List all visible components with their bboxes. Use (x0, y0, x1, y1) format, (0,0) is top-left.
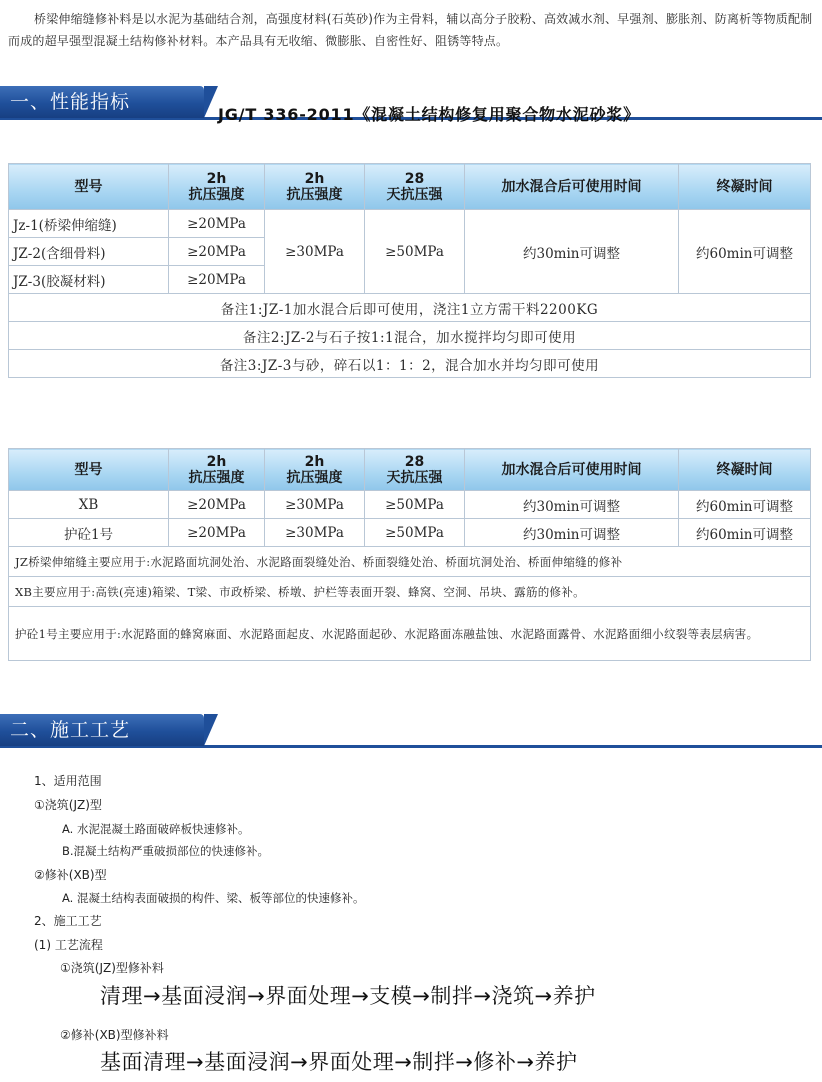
table-row (9, 491, 811, 519)
header-model: 型号 (9, 164, 169, 210)
table-note: 备注3:JZ-3与砂，碎石以1：1：2，混合加水并均匀即可使用 (9, 350, 811, 378)
table-cell-model: JZ-2(含细骨料) (9, 238, 169, 266)
intro-paragraph: 桥梁伸缩缝修补料是以水泥为基础结合剂，高强度材料(石英砂)作为主骨料，辅以高分子胶粉、高效减水剂、早强剂、膨胀剂、防离析等物质配制而成的超早强型混凝土结构修补材料。本产品具有无收缩、微膨胀、自密性好、阻锈等特点。 (8, 12, 813, 48)
jz-item-b: B.混凝土结构严重破损部位的快速修补。 (62, 844, 270, 858)
xb-flow-steps: 基面清理→基面浸润→界面处理→制拌→修补→养护 (100, 1050, 578, 1074)
header-28d-strength: 28 天抗压强 (365, 164, 465, 210)
table-cell: XB (9, 491, 169, 519)
xb-flow-heading: ②修补(XB)型修补料 (60, 1028, 169, 1042)
header-usable-time: 加水混合后可使用时间 (465, 164, 679, 210)
flow-heading: (1) 工艺流程 (34, 938, 103, 952)
table-cell-strength: ≥20MPa (169, 266, 265, 294)
table-cell-shared-28d: ≥50MPa (365, 210, 465, 294)
table-cell-strength: ≥20MPa (169, 238, 265, 266)
performance-table-1 (8, 163, 811, 378)
process-heading: 2、施工工艺 (34, 914, 102, 928)
jz-item-a: A. 水泥混凝土路面破碎板快速修补。 (62, 822, 250, 836)
table-cell: 约30min可调整 (465, 519, 679, 547)
table-cell: ≥50MPa (365, 519, 465, 547)
header-2h-strength-a: 2h 抗压强度 (169, 449, 265, 491)
scope-heading: 1、适用范围 (34, 774, 102, 788)
header-2h-strength-a: 2h 抗压强度 (169, 164, 265, 210)
application-note: 护砼1号主要应用于:水泥路面的蜂窝麻面、水泥路面起皮、水泥路面起砂、水泥路面冻融盐蚀、水泥路面露骨、水泥路面细小纹裂等表层病害。 (9, 607, 811, 661)
application-note: XB主要应用于:高铁(亮速)箱梁、T梁、市政桥梁、桥墩、护栏等表面开裂、蜂窝、空洞、吊块、露筋的修补。 (9, 577, 811, 607)
table-cell: ≥30MPa (265, 491, 365, 519)
table-cell: ≥30MPa (265, 519, 365, 547)
header-28d-strength: 28 天抗压强 (365, 449, 465, 491)
table-cell-strength: ≥20MPa (169, 210, 265, 238)
table-cell-shared-usable: 约30min可调整 (465, 210, 679, 294)
table-cell: 护砼1号 (9, 519, 169, 547)
header-2h-strength-b: 2h 抗压强度 (265, 164, 365, 210)
table-row (9, 519, 811, 547)
table-cell: ≥20MPa (169, 491, 265, 519)
table-cell-model: JZ-3(胶凝材料) (9, 266, 169, 294)
table-cell-shared-final: 约60min可调整 (679, 210, 811, 294)
table-note: 备注1:JZ-1加水混合后即可使用，浇注1立方需干料2200KG (9, 294, 811, 322)
xb-type-heading: ②修补(XB)型 (34, 868, 107, 882)
table-cell: 约30min可调整 (465, 491, 679, 519)
jz-type-heading: ①浇筑(JZ)型 (34, 798, 102, 812)
header-2h-strength-b: 2h 抗压强度 (265, 449, 365, 491)
table-cell: ≥20MPa (169, 519, 265, 547)
standard-title: JG/T 336-2011《混凝土结构修复用聚合物水泥砂浆》 (218, 105, 640, 124)
table-cell: 约60min可调整 (679, 491, 811, 519)
table-cell: 约60min可调整 (679, 519, 811, 547)
performance-table-2 (8, 448, 811, 661)
section-1-title: 一、性能指标 (0, 86, 204, 118)
header-usable-time: 加水混合后可使用时间 (465, 449, 679, 491)
application-note: JZ桥梁伸缩缝主要应用于:水泥路面坑洞处治、水泥路面裂缝处治、桥面裂缝处治、桥面坑洞处治、桥面伸缩缝的修补 (9, 547, 811, 577)
table-cell-model: Jz-1(桥梁伸缩缝) (9, 210, 169, 238)
jz-flow-heading: ①浇筑(JZ)型修补料 (60, 961, 164, 975)
section-2-title: 二、施工工艺 (0, 714, 204, 746)
header-final-set: 终凝时间 (679, 164, 811, 210)
table-cell: ≥50MPa (365, 491, 465, 519)
header-model: 型号 (9, 449, 169, 491)
table-note: 备注2:JZ-2与石子按1:1混合，加水搅拌均匀即可使用 (9, 322, 811, 350)
xb-item-a: A. 混凝土结构表面破损的构件、梁、板等部位的快速修补。 (62, 891, 365, 905)
table-cell-shared-2h: ≥30MPa (265, 210, 365, 294)
jz-flow-steps: 清理→基面浸润→界面处理→支模→制拌→浇筑→养护 (100, 984, 596, 1008)
header-final-set: 终凝时间 (679, 449, 811, 491)
